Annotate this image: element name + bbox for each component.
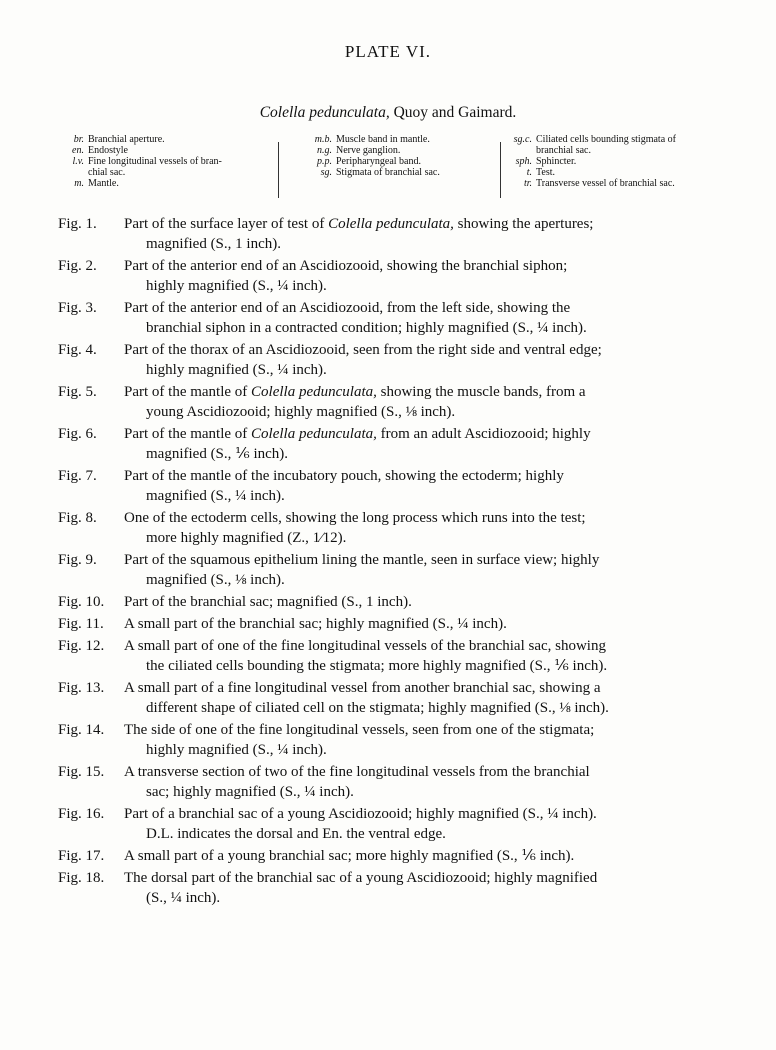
figure-text: Part of the anterior end of an Ascidiozooid, showing the branchial siphon; xyxy=(124,258,568,274)
figure-second-line: branchial siphon in a contracted condition; highly magnified (S., ¼ inch). xyxy=(146,320,587,336)
legend-abbreviation: m. xyxy=(74,178,84,189)
legend-entry xyxy=(510,178,730,189)
figure-label: Fig. 8. xyxy=(58,510,97,526)
figure-description xyxy=(124,340,728,380)
figure-text: The side of one of the fine longitudinal vessels, seen from one of the stigmata; xyxy=(124,722,595,738)
legend-abbreviation: sg.c. xyxy=(513,134,532,145)
figure-label: Fig. 4. xyxy=(58,342,97,358)
legend-entry xyxy=(510,156,730,167)
figure-text: A small part of the branchial sac; highly magnified (S., ¼ inch). xyxy=(124,616,507,632)
figure-description xyxy=(124,678,728,718)
legend-abbreviation: t. xyxy=(526,167,532,178)
legend-divider-2 xyxy=(500,142,501,198)
legend-definition: Peripharyngeal band. xyxy=(336,156,421,167)
legend-abbreviation xyxy=(510,145,536,156)
figure-text-continued: from an adult Ascidiozooid; highly xyxy=(376,426,591,442)
legend-definition: chial sac. xyxy=(88,167,126,178)
legend-abbreviation: n.g. xyxy=(317,145,332,156)
figure-text: A small part of one of the fine longitudinal vessels of the branchial sac, showing xyxy=(124,638,606,654)
legend-definition: Endostyle xyxy=(88,145,128,156)
legend-entry xyxy=(52,156,270,167)
species-name: Colella pedunculata, xyxy=(259,104,390,121)
figure-caption xyxy=(58,550,728,590)
legend-abbreviation: l.v. xyxy=(72,156,84,167)
species-authors: Quoy and Gaimard. xyxy=(389,104,517,121)
figure-caption xyxy=(58,256,728,296)
figure-text-continued: showing the apertures; xyxy=(453,216,594,232)
legend-abbreviation xyxy=(52,167,88,178)
figure-caption xyxy=(58,762,728,802)
figure-caption xyxy=(58,678,728,718)
figure-description xyxy=(124,804,728,844)
legend-abbreviation: tr. xyxy=(523,178,532,189)
legend-definition: Muscle band in mantle. xyxy=(336,134,430,145)
figure-label: Fig. 3. xyxy=(58,300,97,316)
figure-label: Fig. 17. xyxy=(58,848,105,864)
figure-caption xyxy=(58,382,728,422)
figure-caption xyxy=(58,614,728,634)
figure-second-line: magnified (S., ⅙ inch). xyxy=(146,446,289,462)
legend-entry xyxy=(510,145,730,156)
figure-label: Fig. 16. xyxy=(58,806,105,822)
legend-divider-1 xyxy=(278,142,279,198)
legend-definition: Ciliated cells bounding stigmata of xyxy=(536,134,676,145)
figure-caption xyxy=(58,298,728,338)
figure-text: A transverse section of two of the fine longitudinal vessels from the branchial xyxy=(124,764,590,780)
figure-caption xyxy=(58,846,728,866)
species-italic: Colella pedunculata, xyxy=(251,426,377,442)
figure-text: Part of a branchial sac of a young Ascidiozooid; highly magnified (S., ¼ inch). xyxy=(124,806,597,822)
figure-caption xyxy=(58,868,728,908)
figure-description xyxy=(124,466,728,506)
figure-description xyxy=(124,214,728,254)
figure-second-line: magnified (S., 1 inch). xyxy=(146,236,281,252)
figure-label: Fig. 2. xyxy=(58,258,97,274)
figure-description xyxy=(124,256,728,296)
figure-text: The dorsal part of the branchial sac of a young Ascidiozooid; highly magnified xyxy=(124,870,598,886)
figure-second-line: magnified (S., ¼ inch). xyxy=(146,488,285,504)
legend-entry xyxy=(52,167,270,178)
figure-description xyxy=(124,550,728,590)
figure-second-line: highly magnified (S., ¼ inch). xyxy=(146,362,327,378)
figure-caption xyxy=(58,720,728,760)
figure-label: Fig. 1. xyxy=(58,216,97,232)
figure-label: Fig. 6. xyxy=(58,426,97,442)
figure-caption xyxy=(58,340,728,380)
legend-entry xyxy=(510,134,730,145)
figure-label: Fig. 5. xyxy=(58,384,97,400)
legend-definition: Stigmata of branchial sac. xyxy=(336,167,440,178)
legend-entry xyxy=(510,167,730,178)
figure-second-line: young Ascidiozooid; highly magnified (S., ⅛ inch). xyxy=(146,404,456,420)
figure-text: Part of the squamous epithelium lining the mantle, seen in surface view; highly xyxy=(124,552,600,568)
legend-entry xyxy=(52,178,270,189)
figure-description xyxy=(124,298,728,338)
figure-label: Fig. 15. xyxy=(58,764,105,780)
legend-entry xyxy=(302,134,498,145)
figure-label: Fig. 11. xyxy=(58,616,104,632)
legend-definition: branchial sac. xyxy=(536,145,591,156)
legend-column-3 xyxy=(510,134,730,189)
figure-second-line: the ciliated cells bounding the stigmata; more highly magnified (S., ⅙ inch). xyxy=(146,658,608,674)
legend-abbreviation: m.b. xyxy=(314,134,332,145)
figure-caption xyxy=(58,508,728,548)
figure-caption xyxy=(58,592,728,612)
figure-text: Part of the mantle of the incubatory pouch, showing the ectoderm; highly xyxy=(124,468,564,484)
figure-text: Part of the surface layer of test of xyxy=(124,216,329,232)
figure-description xyxy=(124,508,728,548)
figure-second-line: highly magnified (S., ¼ inch). xyxy=(146,278,327,294)
figure-description xyxy=(124,868,728,908)
legend-entry xyxy=(52,134,270,145)
figure-text: Part of the mantle of xyxy=(124,384,252,400)
legend-definition: Fine longitudinal vessels of bran- xyxy=(88,156,222,167)
species-italic: Colella pedunculata, xyxy=(251,384,377,400)
plate-title: PLATE VI. xyxy=(344,42,432,61)
legend-definition: Sphincter. xyxy=(536,156,577,167)
figure-caption xyxy=(58,636,728,676)
figure-description xyxy=(124,846,728,866)
figure-label: Fig. 10. xyxy=(58,594,105,610)
figure-label: Fig. 12. xyxy=(58,638,105,654)
legend-abbreviation: p.p. xyxy=(317,156,332,167)
figure-second-line: more highly magnified (Z., 1⁄12). xyxy=(146,530,347,546)
legend-column-1 xyxy=(52,134,270,189)
figure-text: Part of the mantle of xyxy=(124,426,252,442)
legend-abbreviation: sg. xyxy=(320,167,332,178)
figure-description xyxy=(124,382,728,422)
figure-text: One of the ectoderm cells, showing the long process which runs into the test; xyxy=(124,510,586,526)
figure-text: Part of the branchial sac; magnified (S., 1 inch). xyxy=(124,594,412,610)
figure-caption xyxy=(58,804,728,844)
legend-abbreviation: en. xyxy=(72,145,84,156)
figure-second-line: sac; highly magnified (S., ¼ inch). xyxy=(146,784,354,800)
figure-text: A small part of a fine longitudinal vessel from another branchial sac, showing a xyxy=(124,680,601,696)
figure-description xyxy=(124,762,728,802)
figure-description xyxy=(124,636,728,676)
legend-abbreviation: br. xyxy=(73,134,84,145)
figure-label: Fig. 7. xyxy=(58,468,97,484)
figure-label: Fig. 18. xyxy=(58,870,105,886)
figure-label: Fig. 14. xyxy=(58,722,105,738)
figure-description xyxy=(124,720,728,760)
legend-definition: Branchial aperture. xyxy=(88,134,165,145)
figure-second-line: different shape of ciliated cell on the stigmata; highly magnified (S., ⅛ inch). xyxy=(146,700,609,716)
figure-second-line: (S., ¼ inch). xyxy=(146,890,221,906)
figure-caption xyxy=(58,214,728,254)
figure-second-line: highly magnified (S., ¼ inch). xyxy=(146,742,327,758)
legend-definition: Test. xyxy=(536,167,556,178)
legend-definition: Nerve ganglion. xyxy=(336,145,401,156)
figure-second-line: magnified (S., ⅛ inch). xyxy=(146,572,285,588)
legend-entry xyxy=(302,145,498,156)
legend-column-2 xyxy=(302,134,498,178)
figure-text: A small part of a young branchial sac; more highly magnified (S., ⅙ inch). xyxy=(124,848,575,864)
legend-definition: Mantle. xyxy=(88,178,119,189)
legend-abbreviation: sph. xyxy=(515,156,532,167)
figure-caption xyxy=(58,424,728,464)
figure-second-line: D.L. indicates the dorsal and En. the ventral edge. xyxy=(146,826,446,842)
figure-text: Part of the thorax of an Ascidiozooid, seen from the right side and ventral edge; xyxy=(124,342,602,358)
legend-entry xyxy=(52,145,270,156)
legend-entry xyxy=(302,167,498,178)
figure-description xyxy=(124,614,728,634)
legend-definition: Transverse vessel of branchial sac. xyxy=(536,178,675,189)
figure-text: Part of the anterior end of an Ascidiozooid, from the left side, showing the xyxy=(124,300,571,316)
legend-entry xyxy=(302,156,498,167)
figure-description xyxy=(124,424,728,464)
figure-description xyxy=(124,592,728,612)
figure-text-continued: showing the muscle bands, from a xyxy=(376,384,586,400)
figure-list xyxy=(58,214,728,910)
figure-label: Fig. 13. xyxy=(58,680,105,696)
figure-caption xyxy=(58,466,728,506)
species-italic: Colella pedunculata, xyxy=(328,216,454,232)
species-heading xyxy=(0,104,776,122)
figure-label: Fig. 9. xyxy=(58,552,97,568)
